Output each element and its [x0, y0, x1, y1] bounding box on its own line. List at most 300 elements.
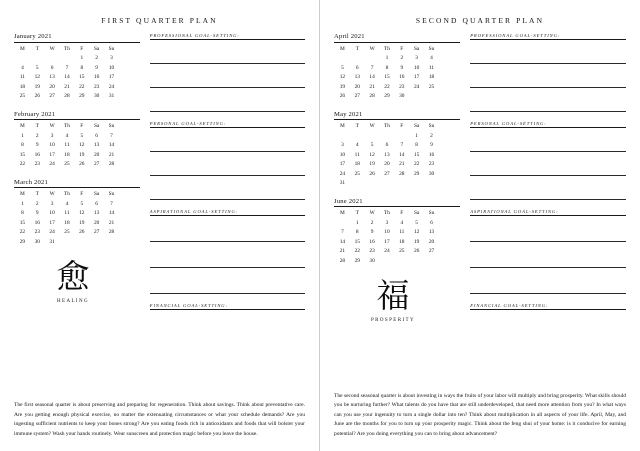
calendar-day-cell[interactable]: 18 [354, 161, 360, 167]
calendar-column-left [14, 33, 140, 341]
calendar-day-cell[interactable]: 28 [108, 229, 115, 235]
calendar-day-cell[interactable]: 31 [339, 180, 346, 186]
calendar-week-row [15, 73, 119, 83]
calendar-day-cell[interactable]: 21 [64, 83, 70, 90]
calendar-day-cell[interactable]: 24 [49, 161, 55, 167]
weekday-header: F [400, 45, 404, 52]
calendar-day-cell[interactable]: 16 [34, 219, 40, 226]
calendar-day-cell[interactable]: 10 [49, 142, 55, 148]
calendar-day-cell[interactable]: 6 [95, 132, 98, 139]
weekday-header: Su [428, 45, 435, 52]
goal-label: FINANCIAL GOAL-SETTING: [470, 303, 626, 310]
write-line[interactable] [470, 242, 626, 268]
weekday-header: Sa [413, 45, 420, 52]
calendar-empty-cell [335, 132, 350, 142]
calendar-day-cell[interactable]: 29 [354, 257, 360, 264]
calendar-week-row [15, 92, 119, 102]
healing-seal-icon: 愈 [56, 256, 90, 296]
calendar-day-cell[interactable]: 30 [34, 238, 40, 245]
calendar-january [14, 33, 140, 102]
calendar-day-cell[interactable]: 28 [108, 161, 115, 167]
calendar-day-cell[interactable]: 2 [35, 200, 39, 207]
calendar-day-cell[interactable]: 25 [64, 229, 70, 235]
calendar-day-cell[interactable]: 14 [369, 74, 375, 80]
calendar-day-cell[interactable]: 26 [339, 93, 346, 99]
calendar-empty-cell [365, 54, 380, 64]
page-right [320, 0, 640, 451]
calendar-day-cell[interactable]: 12 [413, 229, 420, 235]
calendar-day-cell[interactable]: 18 [399, 238, 405, 245]
write-line[interactable] [150, 152, 305, 176]
calendar-empty-cell [74, 238, 89, 248]
weekday-header: T [355, 210, 359, 216]
calendar-day-cell[interactable]: 26 [369, 170, 375, 177]
calendar-day-cell[interactable]: 28 [369, 93, 375, 99]
calendar-day-cell[interactable]: 9 [430, 142, 433, 148]
calendar-day-cell[interactable]: 4 [21, 64, 24, 71]
quarter-reflection-text: The second seasonal quarter is about investing in ways the fruits of your labor will multiply and bring prosperity. What skills should you be nurturing further? What talents do you have that are still underdeveloped, that need more attention from you? In what ways can you use your ingenuity to turn a single dollar into ten? Think about multiplication in all aspects of your life. April, May, and June are the months for you to turn up your prosperity magic. Think about the feng shui of your home: is it conducive for earning potential? Are you doing everything you can to bring about advancement? [334, 392, 626, 437]
calendar-empty-cell [30, 54, 45, 64]
calendar-empty-cell [15, 54, 30, 64]
calendar-day-cell[interactable]: 26 [413, 248, 420, 254]
calendar-day-cell[interactable]: 2 [370, 219, 374, 226]
write-line[interactable] [150, 216, 305, 242]
goal-label: PERSONAL GOAL-SETTING: [470, 121, 626, 128]
calendar-empty-cell [394, 257, 409, 267]
calendar-day-cell[interactable]: 23 [34, 229, 40, 235]
write-line[interactable] [150, 88, 305, 112]
calendar-day-cell[interactable]: 19 [369, 161, 375, 167]
weekday-header: W [369, 210, 375, 216]
write-line[interactable] [470, 40, 626, 64]
calendar-column-right [334, 33, 460, 341]
weekday-header: M [20, 123, 25, 129]
calendar-empty-cell [335, 54, 350, 64]
calendar-day-cell[interactable]: 11 [399, 229, 405, 235]
calendar-day-cell[interactable]: 10 [413, 64, 420, 71]
calendar-week-row [335, 151, 439, 161]
weekday-header: Sa [93, 191, 100, 197]
calendar-day-cell[interactable]: 28 [64, 93, 70, 99]
calendar-day-cell[interactable]: 14 [64, 74, 70, 80]
calendar-day-cell[interactable]: 21 [369, 83, 375, 90]
weekday-header: Th [63, 191, 70, 197]
calendar-day-cell[interactable]: 30 [428, 170, 435, 177]
calendar-day-cell[interactable]: 22 [19, 229, 26, 235]
calendar-day-cell[interactable]: 24 [108, 83, 115, 90]
calendar-day-cell[interactable]: 27 [354, 93, 360, 99]
write-line[interactable] [470, 128, 626, 152]
calendar-day-cell[interactable]: 23 [399, 83, 405, 90]
calendar-day-cell[interactable]: 30 [399, 93, 405, 99]
calendar-month-label: March 2021 [14, 179, 140, 189]
calendar-day-cell[interactable]: 18 [428, 74, 435, 80]
calendar-week-row [15, 238, 119, 248]
calendar-day-cell[interactable]: 12 [34, 74, 40, 80]
goal-label: ASPIRATIONAL GOAL-SETTING: [150, 209, 305, 216]
calendar-day-cell[interactable]: 9 [35, 142, 39, 148]
write-line[interactable] [150, 242, 305, 268]
calendar-day-cell[interactable]: 2 [400, 55, 404, 61]
calendar-day-cell[interactable]: 7 [341, 229, 344, 235]
calendar-day-cell[interactable]: 16 [369, 238, 375, 245]
calendar-week-row [335, 73, 439, 83]
goal-block-aspirational [150, 209, 305, 294]
calendar-may [334, 111, 460, 189]
calendar-day-cell[interactable]: 27 [384, 170, 390, 177]
calendar-day-cell[interactable]: 27 [49, 93, 55, 99]
calendar-empty-cell [104, 238, 119, 248]
calendar-day-cell[interactable]: 9 [35, 210, 39, 216]
calendar-day-cell[interactable]: 9 [400, 64, 404, 71]
weekday-header: Su [428, 123, 435, 129]
calendar-day-cell[interactable]: 24 [49, 229, 55, 235]
calendar-day-cell[interactable]: 1 [21, 200, 24, 207]
calendar-day-cell[interactable]: 1 [385, 55, 389, 61]
weekday-header: W [49, 45, 55, 52]
prosperity-seal-icon: 福 [376, 275, 410, 315]
calendar-day-cell[interactable]: 18 [64, 219, 70, 226]
calendar-day-cell[interactable]: 17 [49, 219, 55, 226]
calendar-day-cell[interactable]: 31 [49, 238, 55, 245]
calendar-day-cell[interactable]: 20 [93, 219, 100, 226]
calendar-week-row [335, 132, 439, 142]
calendar-week-row [15, 64, 119, 74]
calendar-day-cell[interactable]: 19 [413, 238, 420, 245]
calendar-week-row [15, 83, 119, 93]
calendar-empty-cell [60, 54, 75, 64]
calendar-week-row [335, 54, 439, 64]
weekday-header: T [35, 45, 39, 52]
write-line[interactable] [470, 310, 626, 332]
calendar-day-cell[interactable]: 15 [79, 74, 85, 80]
calendar-day-cell[interactable]: 19 [34, 83, 40, 90]
calendar-empty-cell [394, 132, 409, 142]
calendar-day-cell[interactable]: 14 [339, 238, 346, 245]
calendar-day-cell[interactable]: 10 [108, 64, 115, 71]
calendar-day-cell[interactable]: 17 [413, 74, 420, 80]
calendar-day-cell[interactable]: 8 [21, 210, 24, 216]
calendar-week-row [15, 219, 119, 229]
calendar-day-cell[interactable]: 22 [354, 248, 360, 254]
calendar-day-cell[interactable]: 12 [79, 210, 85, 216]
calendar-empty-cell [409, 92, 424, 102]
calendar-day-cell[interactable]: 29 [413, 170, 420, 177]
calendar-day-cell[interactable]: 21 [108, 219, 115, 226]
write-line[interactable] [470, 268, 626, 294]
calendar-day-cell[interactable]: 3 [385, 219, 389, 226]
calendar-day-cell[interactable]: 23 [428, 161, 435, 167]
calendar-march [14, 179, 140, 248]
goal-block-professional [470, 33, 626, 112]
calendar-day-cell[interactable]: 7 [110, 132, 113, 139]
calendar-week-row [335, 219, 439, 229]
calendar-february [14, 111, 140, 170]
calendar-week-row [335, 141, 439, 151]
write-line[interactable] [150, 310, 305, 332]
calendar-day-cell[interactable]: 10 [384, 229, 390, 235]
write-line[interactable] [470, 216, 626, 242]
calendar-day-cell[interactable]: 17 [108, 74, 115, 80]
calendar-day-cell[interactable]: 19 [79, 219, 85, 226]
goal-label: FINANCIAL GOAL-SETTING: [150, 303, 305, 310]
calendar-day-cell[interactable]: 5 [80, 132, 84, 139]
calendar-day-cell[interactable]: 23 [93, 83, 100, 90]
calendar-empty-cell [424, 257, 439, 267]
calendar-week-row [335, 179, 439, 189]
calendar-day-cell[interactable]: 10 [49, 210, 55, 216]
goal-block-personal [150, 121, 305, 200]
calendar-day-cell[interactable]: 7 [370, 64, 374, 71]
calendar-day-cell[interactable]: 8 [21, 142, 24, 148]
calendar-day-cell[interactable]: 23 [369, 248, 375, 254]
calendar-day-cell[interactable]: 14 [108, 210, 115, 216]
calendar-day-cell[interactable]: 8 [80, 64, 84, 71]
calendar-day-cell[interactable]: 1 [80, 55, 84, 61]
calendar-day-cell[interactable]: 21 [108, 151, 115, 158]
calendar-day-cell[interactable]: 4 [430, 55, 433, 61]
calendar-week-row [335, 228, 439, 238]
calendar-day-cell[interactable]: 11 [354, 151, 360, 158]
calendar-day-cell[interactable]: 22 [19, 161, 26, 167]
weekday-header: T [355, 45, 359, 52]
calendar-day-cell[interactable]: 2 [35, 132, 39, 139]
calendar-day-cell[interactable]: 25 [399, 248, 405, 254]
goals-column-right [470, 33, 626, 341]
calendar-day-cell[interactable]: 15 [19, 219, 26, 226]
calendar-day-cell[interactable]: 11 [428, 64, 435, 71]
calendar-day-cell[interactable]: 7 [65, 64, 69, 71]
write-line[interactable] [150, 176, 305, 200]
calendar-day-cell[interactable]: 5 [80, 200, 84, 207]
calendar-day-cell[interactable]: 21 [339, 248, 346, 254]
calendar-day-cell[interactable]: 4 [65, 200, 69, 207]
calendar-day-cell[interactable]: 10 [339, 151, 346, 158]
calendar-day-cell[interactable]: 15 [384, 74, 390, 80]
calendar-day-cell[interactable]: 6 [355, 64, 359, 71]
calendar-empty-cell [380, 257, 395, 267]
calendar-day-cell[interactable]: 3 [415, 55, 418, 61]
calendar-empty-cell [60, 238, 75, 248]
calendar-day-cell[interactable]: 2 [95, 55, 98, 61]
calendar-day-cell[interactable]: 13 [428, 229, 435, 235]
seal-block-left [14, 256, 132, 304]
calendar-day-cell[interactable]: 3 [341, 142, 344, 148]
calendar-empty-cell [350, 54, 365, 64]
calendar-day-cell[interactable]: 20 [428, 238, 435, 245]
calendar-day-cell[interactable]: 3 [110, 55, 113, 61]
calendar-day-cell[interactable]: 24 [339, 170, 346, 177]
columns-right [334, 33, 626, 341]
calendar-day-cell[interactable]: 16 [428, 151, 435, 158]
calendar-day-cell[interactable]: 7 [110, 200, 113, 207]
calendar-day-cell[interactable]: 11 [64, 142, 70, 148]
calendar-day-cell[interactable]: 29 [384, 93, 390, 99]
calendar-day-cell[interactable]: 12 [79, 142, 85, 148]
calendar-empty-cell [424, 179, 439, 189]
calendar-day-cell[interactable]: 8 [385, 64, 389, 71]
calendar-day-cell[interactable]: 20 [93, 151, 100, 158]
weekday-header: Th [63, 123, 70, 129]
calendar-day-cell[interactable]: 17 [49, 151, 55, 158]
calendar-day-cell[interactable]: 28 [339, 257, 346, 264]
calendar-day-cell[interactable]: 13 [384, 151, 390, 158]
calendar-day-cell[interactable]: 14 [399, 151, 405, 158]
calendar-grid [335, 209, 439, 266]
calendar-day-cell[interactable]: 5 [370, 142, 374, 148]
calendar-day-cell[interactable]: 6 [430, 219, 433, 226]
write-line[interactable] [470, 152, 626, 176]
weekday-header: Su [108, 191, 115, 197]
calendar-week-row [15, 54, 119, 64]
weekday-header: Su [108, 123, 115, 129]
calendar-day-cell[interactable]: 29 [19, 238, 26, 245]
calendar-day-cell[interactable]: 26 [79, 229, 85, 235]
calendar-day-cell[interactable]: 4 [400, 219, 404, 226]
calendar-day-cell[interactable]: 1 [21, 132, 24, 139]
calendar-day-cell[interactable]: 5 [415, 219, 418, 226]
calendar-day-cell[interactable]: 16 [34, 151, 40, 158]
calendar-empty-cell [89, 238, 104, 248]
weekday-header: F [80, 45, 84, 52]
calendar-day-cell[interactable]: 12 [369, 151, 375, 158]
calendar-empty-cell [424, 92, 439, 102]
write-line[interactable] [470, 176, 626, 200]
calendar-day-cell[interactable]: 27 [428, 248, 435, 254]
calendar-day-cell[interactable]: 27 [93, 161, 100, 167]
weekday-header: Th [383, 210, 390, 216]
weekday-header: Th [383, 123, 390, 129]
calendar-day-cell[interactable]: 20 [49, 83, 55, 90]
calendar-day-cell[interactable]: 24 [413, 83, 420, 90]
calendar-day-cell[interactable]: 23 [34, 161, 40, 167]
write-line[interactable] [470, 64, 626, 88]
calendar-day-cell[interactable]: 3 [50, 132, 54, 139]
weekday-header: Sa [413, 210, 420, 216]
goal-block-financial [470, 303, 626, 332]
calendar-day-cell[interactable]: 8 [415, 142, 418, 148]
weekday-header: Su [108, 45, 115, 52]
write-line[interactable] [150, 128, 305, 152]
calendar-day-cell[interactable]: 17 [339, 161, 346, 167]
calendar-day-cell[interactable]: 1 [355, 219, 359, 226]
calendar-day-cell[interactable]: 21 [399, 161, 405, 167]
calendar-month-label: May 2021 [334, 111, 460, 121]
calendar-day-cell[interactable]: 22 [79, 83, 85, 90]
calendar-day-cell[interactable]: 15 [354, 238, 360, 245]
calendar-day-cell[interactable]: 29 [79, 93, 85, 99]
calendar-day-cell[interactable]: 7 [400, 142, 404, 148]
calendar-day-cell[interactable]: 9 [95, 64, 98, 71]
calendar-week-row [335, 257, 439, 267]
calendar-day-cell[interactable]: 4 [355, 142, 359, 148]
weekday-header: M [340, 45, 345, 52]
calendar-day-cell[interactable]: 20 [384, 161, 390, 167]
calendar-day-cell[interactable]: 11 [64, 210, 70, 216]
calendar-day-cell[interactable]: 5 [35, 64, 39, 71]
calendar-day-cell[interactable]: 25 [354, 170, 360, 177]
write-line[interactable] [150, 268, 305, 294]
calendar-day-cell[interactable]: 19 [79, 151, 85, 158]
calendar-day-cell[interactable]: 8 [355, 229, 359, 235]
calendar-day-cell[interactable]: 26 [79, 161, 85, 167]
calendar-day-cell[interactable]: 22 [384, 83, 390, 90]
calendar-day-cell[interactable]: 25 [428, 83, 435, 90]
calendar-week-row [15, 160, 119, 170]
calendar-day-cell[interactable]: 31 [108, 93, 115, 99]
goal-label: PROFESSIONAL GOAL-SETTING: [470, 33, 626, 40]
calendar-day-cell[interactable]: 9 [370, 229, 374, 235]
calendar-day-cell[interactable]: 15 [19, 151, 26, 158]
weekday-header: F [400, 210, 404, 216]
weekday-header: M [20, 45, 25, 52]
calendar-day-cell[interactable]: 19 [339, 83, 346, 90]
calendar-empty-cell [394, 179, 409, 189]
calendar-day-cell[interactable]: 15 [413, 151, 420, 158]
calendar-day-cell[interactable]: 17 [384, 238, 390, 245]
calendar-day-cell[interactable]: 25 [19, 93, 26, 99]
calendar-empty-cell [45, 54, 60, 64]
calendar-day-cell[interactable]: 13 [93, 210, 100, 216]
weekday-header: Th [383, 45, 390, 52]
calendar-month-label: June 2021 [334, 198, 460, 208]
calendar-day-cell[interactable]: 18 [64, 151, 70, 158]
calendar-day-cell[interactable]: 2 [430, 132, 433, 139]
calendar-day-cell[interactable]: 6 [385, 142, 389, 148]
weekday-header: F [400, 123, 404, 129]
calendar-week-row [335, 92, 439, 102]
calendar-june [334, 198, 460, 267]
calendar-day-cell[interactable]: 30 [369, 257, 375, 264]
calendar-day-cell[interactable]: 22 [413, 161, 420, 167]
calendar-day-cell[interactable]: 16 [399, 74, 405, 80]
calendar-day-cell[interactable]: 12 [339, 74, 346, 80]
calendar-day-cell[interactable]: 28 [399, 170, 405, 177]
calendar-day-cell[interactable]: 4 [65, 132, 69, 139]
calendar-day-cell[interactable]: 5 [341, 64, 344, 71]
calendar-day-cell[interactable]: 30 [93, 93, 100, 99]
calendar-day-cell[interactable]: 20 [354, 83, 360, 90]
calendar-day-cell[interactable]: 24 [384, 248, 390, 254]
calendar-day-cell[interactable]: 6 [95, 200, 98, 207]
weekday-header: W [369, 123, 375, 129]
calendar-day-cell[interactable]: 27 [93, 229, 100, 235]
calendar-day-cell[interactable]: 1 [415, 132, 418, 139]
calendar-week-row [15, 141, 119, 151]
weekday-header: T [35, 191, 39, 197]
write-line[interactable] [150, 40, 305, 64]
calendar-day-cell[interactable]: 26 [34, 93, 40, 99]
calendar-day-cell[interactable]: 16 [93, 74, 100, 80]
calendar-day-cell[interactable]: 13 [93, 142, 100, 148]
calendar-day-cell[interactable]: 18 [19, 83, 26, 90]
weekday-header: F [80, 123, 84, 129]
goals-column-left [150, 33, 305, 341]
weekday-header: W [49, 191, 55, 197]
calendar-day-cell[interactable]: 25 [64, 161, 70, 167]
calendar-day-cell[interactable]: 13 [354, 74, 360, 80]
write-line[interactable] [150, 64, 305, 88]
calendar-day-cell[interactable]: 6 [50, 64, 54, 71]
calendar-day-cell[interactable]: 3 [50, 200, 54, 207]
write-line[interactable] [470, 88, 626, 112]
calendar-day-cell[interactable]: 14 [108, 142, 115, 148]
weekday-header: Th [63, 45, 70, 52]
calendar-week-row [335, 170, 439, 180]
calendar-day-cell[interactable]: 11 [19, 74, 26, 80]
calendar-day-cell[interactable]: 13 [49, 74, 55, 80]
calendar-empty-cell [350, 132, 365, 142]
